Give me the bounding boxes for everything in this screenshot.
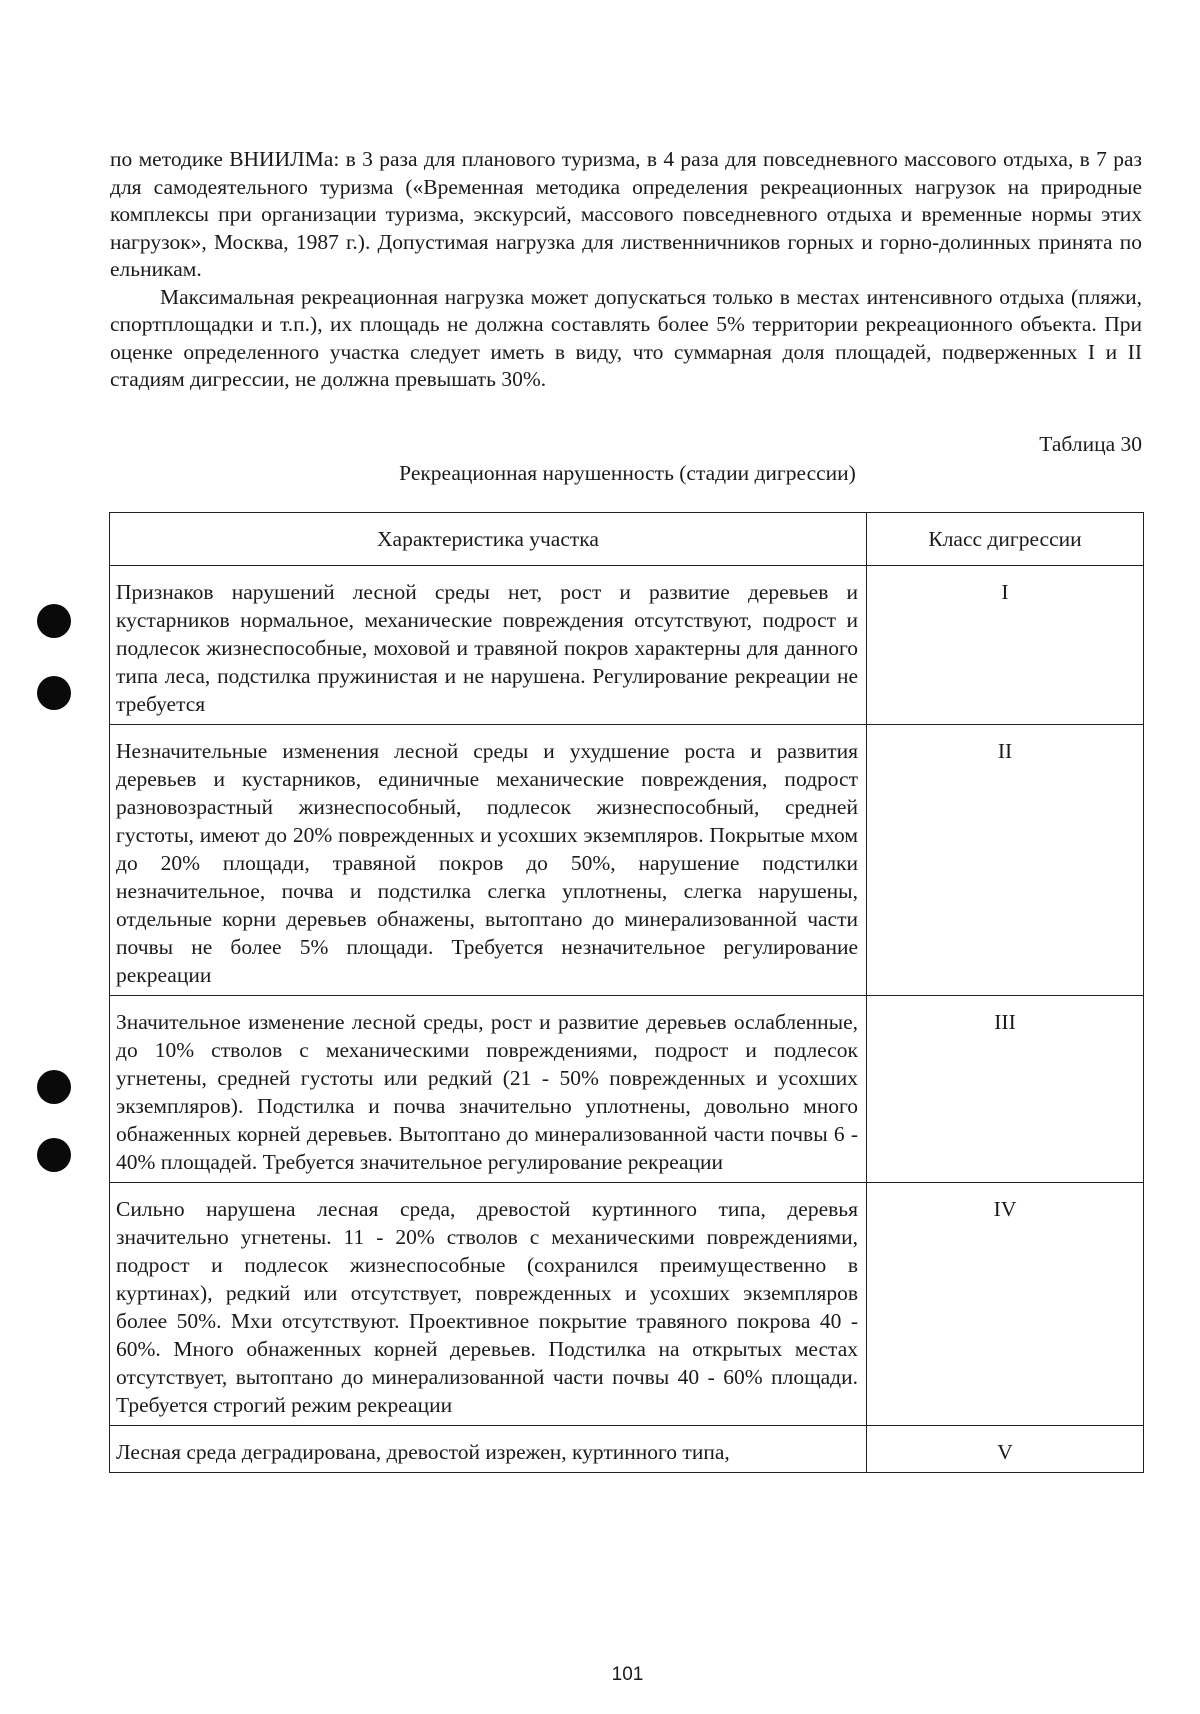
- table-number: Таблица 30: [1039, 432, 1142, 456]
- body-text: [110, 146, 1142, 394]
- row-class: IV: [867, 1183, 1144, 1426]
- row-description: Признаков нарушений лесной среды нет, рост и развитие деревьев и кустарников нормальное, механические повреждения отсутствуют, подрост и подлесок жизнеспособные, моховой и травяной покров характерны для данного типа леса, подстилка пружинистая и не нарушена. Регулирование рекреации не требуется: [110, 566, 867, 725]
- table-row: [110, 566, 1144, 725]
- table-header-row: [110, 513, 1144, 566]
- row-class: V: [867, 1426, 1144, 1473]
- table-row: [110, 996, 1144, 1183]
- header-characteristic: Характеристика участка: [110, 513, 867, 566]
- punch-hole-mark: [37, 604, 71, 638]
- paragraph-2: Максимальная рекреационная нагрузка может допускаться только в местах интенсивного отдыха (пляжи, спортплощадки и т.п.), их площадь не должна составлять более 5% территории рекреационного объекта. При оценке определенного участка следует иметь в виду, что суммарная доля площадей, подверженных I и II стадиям дигрессии, не должна превышать 30%.: [110, 284, 1142, 391]
- digression-table: [109, 512, 1143, 1473]
- header-class: Класс дигрессии: [867, 513, 1144, 566]
- row-description: Незначительные изменения лесной среды и ухудшение роста и развития деревьев и кустарников, единичные механические повреждения, подрост разновозрастный жизнеспособный, подлесок жизнеспособный, средней густоты, имеют до 20% поврежденных и усохших экземпляров. Покрытые мхом до 20% площади, травяной покров до 50%, нарушение подстилки незначительное, почва и подстилка слегка уплотнены, слегка нарушены, отдельные корни деревьев обнажены, вытоптано до минерализованной части почвы не более 5% площади. Требуется незначительное регулирование рекреации: [110, 725, 867, 996]
- row-class: III: [867, 996, 1144, 1183]
- punch-hole-mark: [37, 1138, 71, 1172]
- table-row: [110, 1426, 1144, 1473]
- row-class: I: [867, 566, 1144, 725]
- page-number: 101: [611, 1664, 644, 1685]
- row-description: Сильно нарушена лесная среда, древостой куртинного типа, деревья значительно угнетены. 11 - 20% стволов с механическими повреждениями, подрост и подлесок жизнеспособные (сохранился преимущественно в куртинах), редкий или отсутствует, поврежденных и усохших экземпляров более 50%. Мхи отсутствуют. Проективное покрытие травяного покрова 40 - 60%. Много обнаженных корней деревьев. Подстилка на открытых местах отсутствует, вытоптано до минерализованной части почвы 40 - 60% площади. Требуется строгий режим рекреации: [110, 1183, 867, 1426]
- paragraph-1: по методике ВНИИЛМа: в 3 раза для планового туризма, в 4 раза для повседневного массового отдыха, в 7 раз для самодеятельного туризма («Временная методика определения рекреационных нагрузок на природные комплексы при организации туризма, экскурсий, массового повседневного отдыха и временные нормы этих нагрузок», Москва, 1987 г.). Допустимая нагрузка для лиственничников горных и горно-долинных принята по ельникам.: [110, 147, 1142, 281]
- row-description: Значительное изменение лесной среды, рост и развитие деревьев ослабленные, до 10% стволов с механическими повреждениями, подрост и подлесок угнетены, средней густоты или редкий (21 - 50% поврежденных и усохших экземпляров). Подстилка и почва значительно уплотнены, довольно много обнаженных корней деревьев. Вытоптано до минерализованной части почвы 6 - 40% площадей. Требуется значительное регулирование рекреации: [110, 996, 867, 1183]
- row-description: Лесная среда деградирована, древостой изрежен, куртинного типа,: [110, 1426, 867, 1473]
- table-row: [110, 725, 1144, 996]
- row-class: II: [867, 725, 1144, 996]
- table-title: Рекреационная нарушенность (стадии дигрессии): [399, 461, 856, 485]
- punch-hole-mark: [37, 1070, 71, 1104]
- punch-hole-mark: [37, 676, 71, 710]
- table-row: [110, 1183, 1144, 1426]
